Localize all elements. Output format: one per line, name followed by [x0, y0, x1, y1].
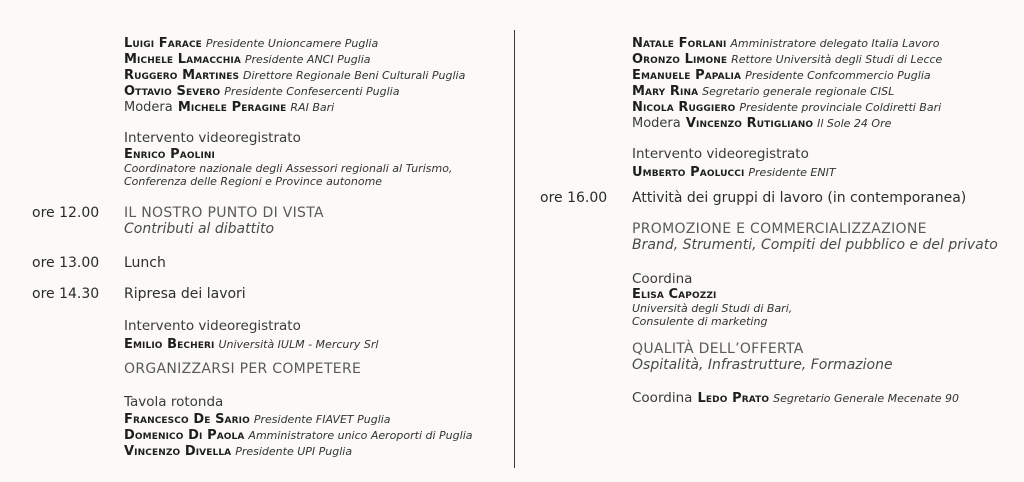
session-subtitle: Contributi al dibattito	[124, 221, 275, 237]
video-speaker-name: Enrico Paolini	[124, 147, 215, 162]
time-slot: ore 14.30	[32, 286, 100, 302]
roundtable-label: Tavola rotonda	[124, 394, 224, 410]
column-divider	[514, 30, 515, 468]
moderator-name: Michele Peragine	[177, 100, 287, 115]
video-label: Intervento videoregistrato	[124, 318, 301, 334]
speaker-name: Emanuele Papalia	[632, 68, 742, 83]
speaker-name: Natale Forlani	[632, 36, 727, 51]
speaker-role: Presidente provinciale Coldiretti Bari	[739, 101, 942, 114]
session-title: IL NOSTRO PUNTO DI VISTA	[124, 205, 324, 221]
video-speaker-desc: Conferenza delle Regioni e Province autonome	[124, 175, 383, 188]
video-label: Intervento videoregistrato	[124, 130, 301, 146]
coordinator-row	[632, 389, 959, 407]
group-title: QUALITÀ DELL’OFFERTA	[632, 341, 804, 357]
video-speaker-role: Università IULM - Mercury Srl	[218, 338, 379, 351]
video-speaker-row	[124, 335, 378, 353]
time-slot: ore 12.00	[32, 205, 100, 221]
speaker-role: Rettore Università degli Studi di Lecce	[731, 53, 943, 66]
speaker-name: Mary Rina	[632, 84, 699, 99]
video-speaker-role: Presidente ENIT	[748, 166, 836, 179]
video-speaker-row	[632, 163, 836, 181]
video-speaker-name: Emilio Becheri	[124, 337, 215, 352]
speaker-role: Direttore Regionale Beni Culturali Puglia	[243, 69, 466, 82]
coordinator-desc: Università degli Studi di Bari,	[632, 302, 793, 315]
session-title: Lunch	[124, 255, 166, 271]
speaker-role: Presidente ANCI Puglia	[244, 53, 371, 66]
moderator-row	[632, 114, 891, 132]
coordinator-name: Elisa Capozzi	[632, 287, 717, 302]
video-label: Intervento videoregistrato	[632, 146, 809, 162]
moderator-name: Vincenzo Rutigliano	[685, 116, 814, 131]
roundtable-name: Vincenzo Divella	[124, 444, 232, 459]
speaker-name: Ottavio Severo	[124, 84, 221, 99]
roundtable-name: Francesco De Sario	[124, 412, 250, 427]
speaker-name: Oronzo Limone	[632, 52, 728, 67]
speaker-role: Segretario generale regionale CISL	[702, 85, 895, 98]
moderator-prefix: Modera	[632, 116, 681, 131]
moderator-row	[124, 98, 334, 116]
coordinator-name: Ledo Prato	[697, 391, 770, 406]
time-slot: ore 16.00	[540, 190, 608, 206]
video-speaker-name: Umberto Paolucci	[632, 165, 745, 180]
section-title: ORGANIZZARSI PER COMPETERE	[124, 361, 362, 377]
speaker-role: Amministratore delegato Italia Lavoro	[730, 37, 940, 50]
speaker-role: Presidente Confcommercio Puglia	[745, 69, 931, 82]
video-speaker-desc: Coordinatore nazionale degli Assessori regionali al Turismo,	[124, 162, 453, 175]
moderator-role: Il Sole 24 Ore	[817, 117, 892, 130]
speaker-name: Nicola Ruggiero	[632, 100, 736, 115]
session-title: Attività dei gruppi di lavoro (in contemporanea)	[632, 190, 967, 206]
roundtable-row	[124, 442, 352, 460]
group-subtitle: Brand, Strumenti, Compiti del pubblico e del privato	[632, 237, 998, 253]
moderator-prefix: Modera	[124, 100, 173, 115]
roundtable-role: Amministratore unico Aeroporti di Puglia	[248, 429, 473, 442]
speaker-name: Luigi Farace	[124, 36, 202, 51]
roundtable-name: Domenico Di Paola	[124, 428, 245, 443]
roundtable-role: Presidente FIAVET Puglia	[253, 413, 391, 426]
speaker-name: Ruggero Martines	[124, 68, 240, 83]
coordinator-label: Coordina	[632, 271, 693, 287]
session-title: Ripresa dei lavori	[124, 286, 246, 302]
moderator-role: RAI Bari	[290, 101, 335, 114]
group-title: PROMOZIONE E COMMERCIALIZZAZIONE	[632, 221, 927, 237]
coordinator-label: Coordina	[632, 390, 693, 406]
time-slot: ore 13.00	[32, 255, 100, 271]
coordinator-role: Segretario Generale Mecenate 90	[773, 392, 959, 405]
coordinator-desc: Consulente di marketing	[632, 315, 768, 328]
speaker-role: Presidente Confesercenti Puglia	[224, 85, 400, 98]
speaker-name: Michele Lamacchia	[124, 52, 241, 67]
speaker-role: Presidente Unioncamere Puglia	[205, 37, 379, 50]
roundtable-role: Presidente UPI Puglia	[235, 445, 353, 458]
group-subtitle: Ospitalità, Infrastrutture, Formazione	[632, 357, 893, 373]
